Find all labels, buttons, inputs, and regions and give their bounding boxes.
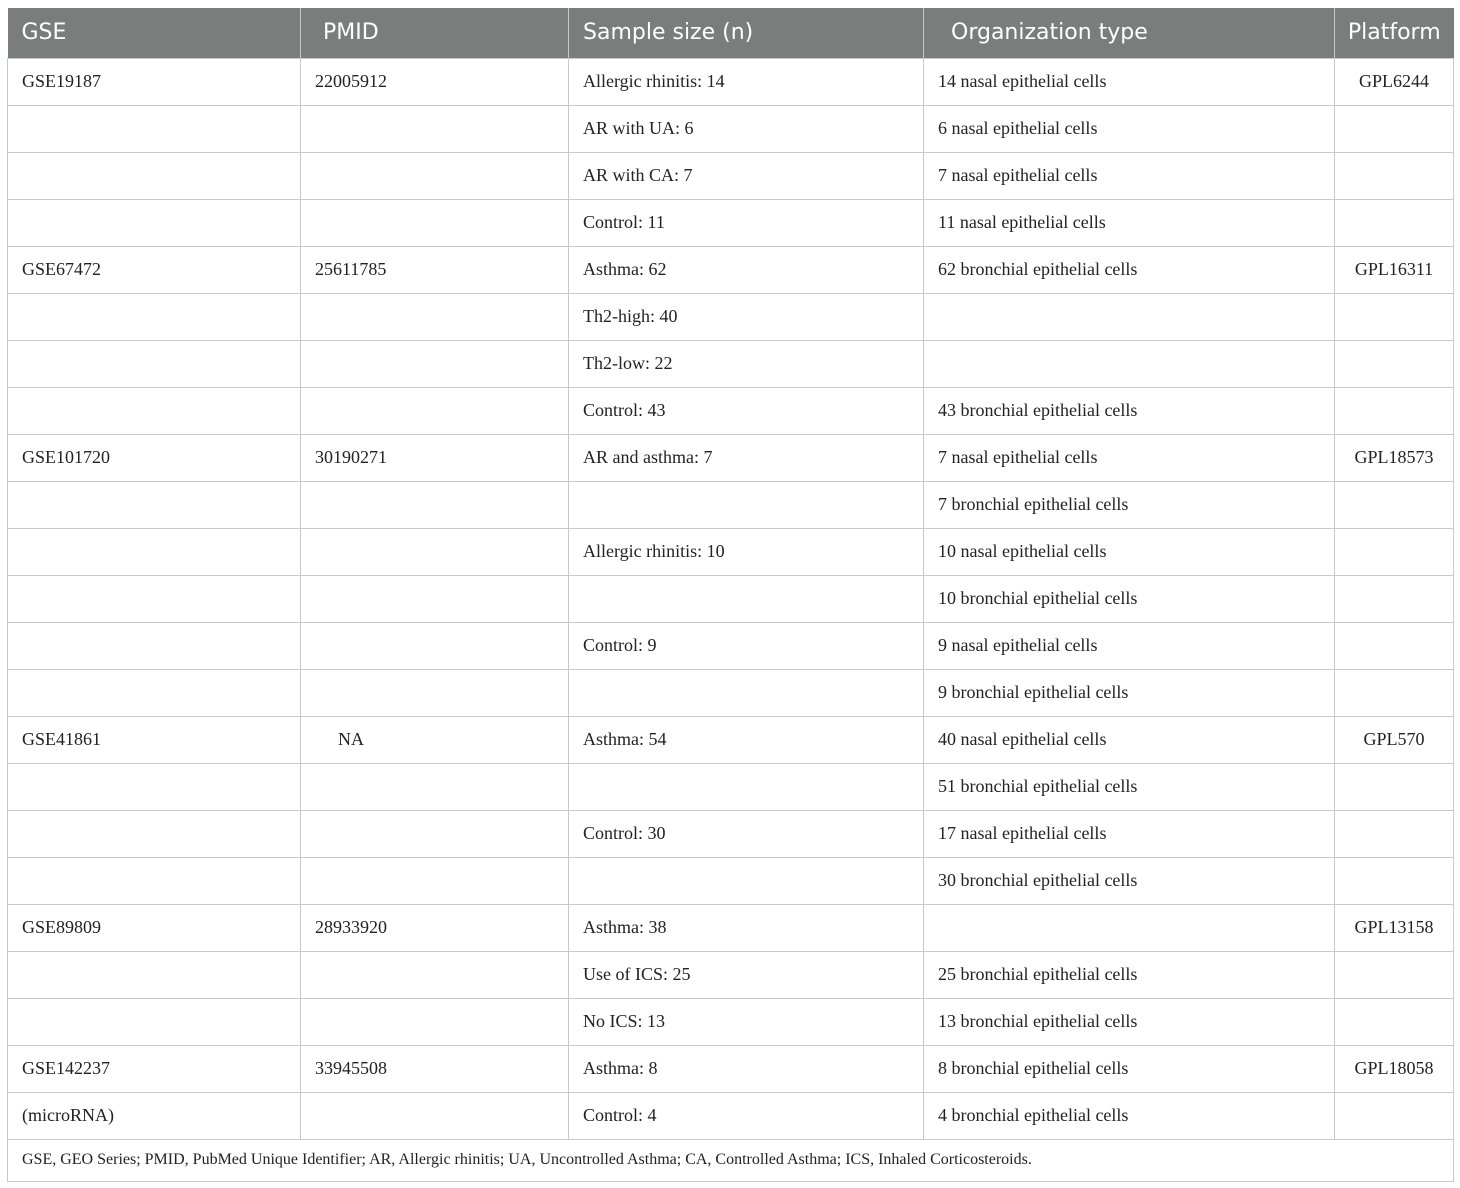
- table-row: [8, 105, 1454, 152]
- cell-organization-type: 9 nasal epithelial cells: [924, 622, 1335, 669]
- cell-organization-type: 4 bronchial epithelial cells: [924, 1092, 1335, 1139]
- table-row: [8, 1092, 1454, 1139]
- table-row: [8, 58, 1454, 105]
- cell-platform: [1335, 763, 1454, 810]
- cell-pmid: 22005912: [301, 58, 569, 105]
- cell-pmid: 28933920: [301, 904, 569, 951]
- cell-gse: [8, 951, 301, 998]
- cell-gse: (microRNA): [8, 1092, 301, 1139]
- cell-sample-size: Control: 4: [569, 1092, 924, 1139]
- table-row: [8, 246, 1454, 293]
- cell-gse: [8, 857, 301, 904]
- cell-pmid: [301, 622, 569, 669]
- cell-organization-type: 11 nasal epithelial cells: [924, 199, 1335, 246]
- cell-organization-type: 7 bronchial epithelial cells: [924, 481, 1335, 528]
- cell-platform: [1335, 669, 1454, 716]
- cell-platform: [1335, 293, 1454, 340]
- table-footnote: GSE, GEO Series; PMID, PubMed Unique Identifier; AR, Allergic rhinitis; UA, Uncontrolled Asthma; CA, Controlled Asthma; ICS, Inhaled Corticosteroids.: [8, 1139, 1454, 1181]
- cell-sample-size: [569, 857, 924, 904]
- footnote-row: [8, 1139, 1454, 1181]
- cell-gse: [8, 105, 301, 152]
- table-row: [8, 481, 1454, 528]
- cell-platform: [1335, 857, 1454, 904]
- cell-pmid: [301, 857, 569, 904]
- cell-organization-type: [924, 293, 1335, 340]
- table-row: [8, 293, 1454, 340]
- cell-sample-size: [569, 481, 924, 528]
- table-row: [8, 387, 1454, 434]
- cell-gse: [8, 528, 301, 575]
- table-row: [8, 340, 1454, 387]
- cell-gse: [8, 293, 301, 340]
- cell-organization-type: 51 bronchial epithelial cells: [924, 763, 1335, 810]
- cell-organization-type: 9 bronchial epithelial cells: [924, 669, 1335, 716]
- cell-pmid: [301, 293, 569, 340]
- cell-pmid: NA: [301, 716, 569, 763]
- cell-gse: [8, 152, 301, 199]
- cell-organization-type: 62 bronchial epithelial cells: [924, 246, 1335, 293]
- dataset-table-container: [7, 8, 1453, 1182]
- cell-sample-size: Control: 11: [569, 199, 924, 246]
- cell-platform: [1335, 340, 1454, 387]
- cell-gse: [8, 622, 301, 669]
- cell-platform: [1335, 105, 1454, 152]
- cell-gse: [8, 998, 301, 1045]
- cell-gse: [8, 340, 301, 387]
- cell-platform: GPL18058: [1335, 1045, 1454, 1092]
- cell-organization-type: 17 nasal epithelial cells: [924, 810, 1335, 857]
- cell-gse: [8, 810, 301, 857]
- cell-organization-type: [924, 904, 1335, 951]
- table-header-row: [8, 8, 1454, 58]
- cell-gse: [8, 199, 301, 246]
- cell-sample-size: Asthma: 38: [569, 904, 924, 951]
- cell-organization-type: 7 nasal epithelial cells: [924, 152, 1335, 199]
- cell-organization-type: 7 nasal epithelial cells: [924, 434, 1335, 481]
- cell-pmid: [301, 387, 569, 434]
- cell-gse: [8, 387, 301, 434]
- column-header-platform: Platform: [1335, 8, 1454, 58]
- cell-organization-type: 14 nasal epithelial cells: [924, 58, 1335, 105]
- cell-sample-size: [569, 763, 924, 810]
- cell-pmid: [301, 105, 569, 152]
- cell-sample-size: Use of ICS: 25: [569, 951, 924, 998]
- table-row: [8, 857, 1454, 904]
- cell-pmid: [301, 575, 569, 622]
- cell-gse: [8, 575, 301, 622]
- cell-pmid: 33945508: [301, 1045, 569, 1092]
- cell-pmid: [301, 481, 569, 528]
- cell-platform: GPL18573: [1335, 434, 1454, 481]
- cell-gse: [8, 669, 301, 716]
- cell-pmid: [301, 951, 569, 998]
- cell-sample-size: Allergic rhinitis: 10: [569, 528, 924, 575]
- cell-pmid: [301, 152, 569, 199]
- dataset-table: [7, 8, 1454, 1182]
- cell-organization-type: 43 bronchial epithelial cells: [924, 387, 1335, 434]
- cell-organization-type: 6 nasal epithelial cells: [924, 105, 1335, 152]
- table-row: [8, 528, 1454, 575]
- cell-pmid: 30190271: [301, 434, 569, 481]
- column-header-gse: GSE: [8, 8, 301, 58]
- cell-organization-type: 10 bronchial epithelial cells: [924, 575, 1335, 622]
- cell-gse: [8, 481, 301, 528]
- table-row: [8, 669, 1454, 716]
- cell-sample-size: Th2-high: 40: [569, 293, 924, 340]
- cell-organization-type: 8 bronchial epithelial cells: [924, 1045, 1335, 1092]
- cell-platform: GPL13158: [1335, 904, 1454, 951]
- cell-sample-size: Asthma: 62: [569, 246, 924, 293]
- column-header-organization-type: Organization type: [924, 8, 1335, 58]
- table-row: [8, 763, 1454, 810]
- cell-pmid: [301, 669, 569, 716]
- column-header-sample-size: Sample size (n): [569, 8, 924, 58]
- cell-platform: [1335, 998, 1454, 1045]
- cell-gse: GSE19187: [8, 58, 301, 105]
- cell-sample-size: Asthma: 54: [569, 716, 924, 763]
- cell-pmid: [301, 763, 569, 810]
- cell-sample-size: Allergic rhinitis: 14: [569, 58, 924, 105]
- cell-gse: GSE142237: [8, 1045, 301, 1092]
- column-header-pmid: PMID: [301, 8, 569, 58]
- cell-platform: [1335, 387, 1454, 434]
- cell-sample-size: AR with UA: 6: [569, 105, 924, 152]
- cell-platform: [1335, 951, 1454, 998]
- cell-pmid: [301, 528, 569, 575]
- cell-platform: [1335, 528, 1454, 575]
- table-row: [8, 1045, 1454, 1092]
- cell-sample-size: [569, 669, 924, 716]
- table-row: [8, 434, 1454, 481]
- table-row: [8, 716, 1454, 763]
- cell-sample-size: No ICS: 13: [569, 998, 924, 1045]
- cell-pmid: 25611785: [301, 246, 569, 293]
- cell-sample-size: Control: 9: [569, 622, 924, 669]
- cell-organization-type: 25 bronchial epithelial cells: [924, 951, 1335, 998]
- table-row: [8, 152, 1454, 199]
- cell-pmid: [301, 810, 569, 857]
- cell-organization-type: 40 nasal epithelial cells: [924, 716, 1335, 763]
- table-row: [8, 951, 1454, 998]
- cell-platform: [1335, 575, 1454, 622]
- table-row: [8, 904, 1454, 951]
- cell-organization-type: 10 nasal epithelial cells: [924, 528, 1335, 575]
- cell-sample-size: Asthma: 8: [569, 1045, 924, 1092]
- cell-gse: [8, 763, 301, 810]
- cell-sample-size: [569, 575, 924, 622]
- cell-platform: [1335, 622, 1454, 669]
- cell-platform: GPL6244: [1335, 58, 1454, 105]
- cell-gse: GSE41861: [8, 716, 301, 763]
- table-row: [8, 998, 1454, 1045]
- cell-platform: [1335, 199, 1454, 246]
- cell-sample-size: Th2-low: 22: [569, 340, 924, 387]
- cell-pmid: [301, 340, 569, 387]
- cell-platform: GPL570: [1335, 716, 1454, 763]
- table-row: [8, 199, 1454, 246]
- cell-platform: [1335, 1092, 1454, 1139]
- cell-sample-size: AR with CA: 7: [569, 152, 924, 199]
- table-row: [8, 810, 1454, 857]
- cell-organization-type: 30 bronchial epithelial cells: [924, 857, 1335, 904]
- table-body: [8, 58, 1454, 1139]
- cell-sample-size: Control: 43: [569, 387, 924, 434]
- cell-pmid: [301, 1092, 569, 1139]
- cell-platform: [1335, 810, 1454, 857]
- cell-platform: [1335, 152, 1454, 199]
- cell-sample-size: Control: 30: [569, 810, 924, 857]
- cell-pmid: [301, 998, 569, 1045]
- cell-platform: GPL16311: [1335, 246, 1454, 293]
- cell-gse: GSE89809: [8, 904, 301, 951]
- table-row: [8, 575, 1454, 622]
- cell-gse: GSE101720: [8, 434, 301, 481]
- cell-sample-size: AR and asthma: 7: [569, 434, 924, 481]
- cell-organization-type: [924, 340, 1335, 387]
- cell-organization-type: 13 bronchial epithelial cells: [924, 998, 1335, 1045]
- cell-gse: GSE67472: [8, 246, 301, 293]
- cell-pmid: [301, 199, 569, 246]
- table-row: [8, 622, 1454, 669]
- cell-platform: [1335, 481, 1454, 528]
